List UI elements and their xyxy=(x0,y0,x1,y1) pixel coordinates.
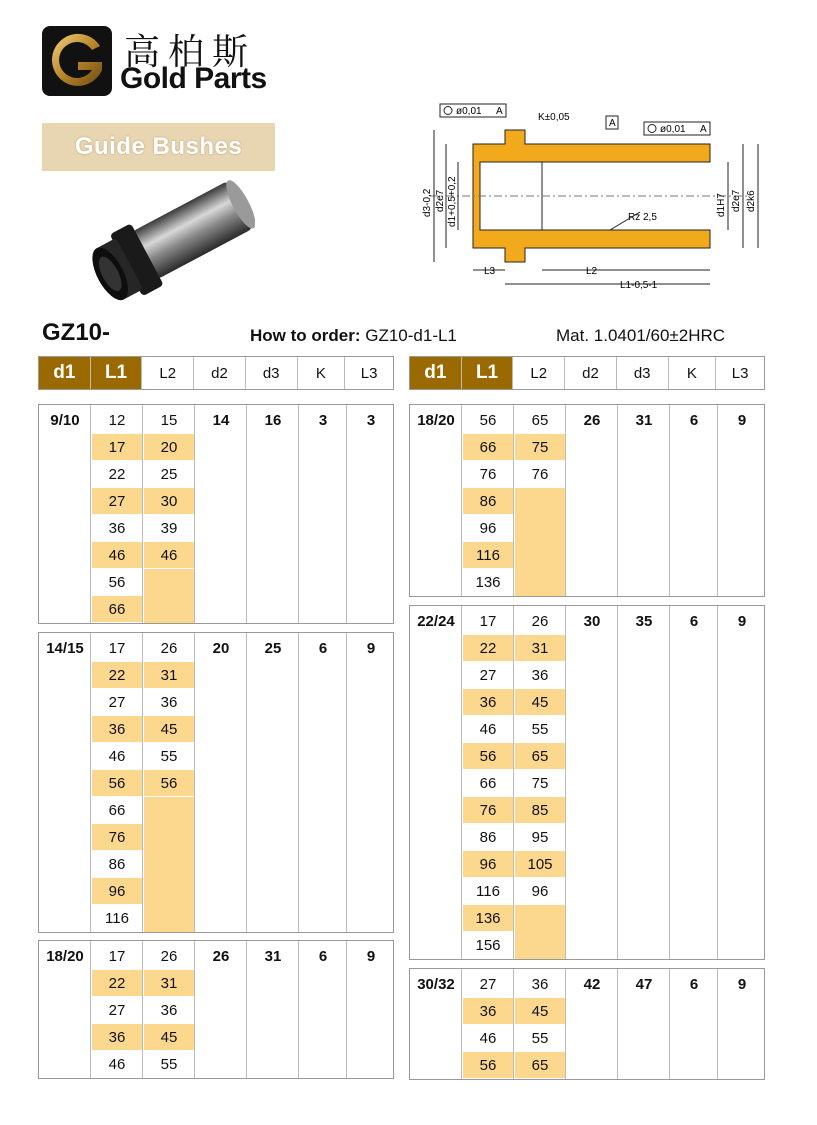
l1-cell: 136 xyxy=(463,905,513,932)
l1-cell: 12 xyxy=(92,407,142,434)
l2-cell: 55 xyxy=(515,716,565,743)
l2-cell: 95 xyxy=(515,824,565,851)
l3-cell: 9 xyxy=(737,412,747,429)
l2-cell: 36 xyxy=(515,971,565,998)
l1-cell: 27 xyxy=(463,971,513,998)
l1-cell: 116 xyxy=(463,542,513,569)
l1-cell: 46 xyxy=(92,1051,142,1078)
how-to-order-label: How to order: xyxy=(250,326,361,345)
d1-cell: 30/32 xyxy=(417,976,455,993)
l1-cell: 86 xyxy=(463,488,513,515)
column-d1 xyxy=(39,405,91,623)
l1-cell: 36 xyxy=(92,1024,142,1051)
l2-cell: 15 xyxy=(144,407,194,434)
size-group-14-15 xyxy=(38,632,394,933)
dim-l3-label: L3 xyxy=(484,266,496,277)
table-header-left xyxy=(38,356,394,390)
how-to-order-value: GZ10-d1-L1 xyxy=(365,326,457,345)
l2-cell: 45 xyxy=(144,1024,194,1051)
tol-frame-1: ø0,01 xyxy=(456,106,482,117)
l2-cell: 36 xyxy=(515,662,565,689)
l2-cell: 76 xyxy=(515,461,565,488)
dim-d2a-label: d2e7 xyxy=(435,189,446,212)
d1-cell: 18/20 xyxy=(417,412,455,429)
gold-parts-logo xyxy=(42,26,112,96)
l1-cell: 27 xyxy=(92,488,142,515)
header-d2: d2 xyxy=(565,357,617,389)
d1-cell: 18/20 xyxy=(46,948,84,965)
size-group-18-20 xyxy=(38,940,394,1079)
l1-cell: 46 xyxy=(463,1025,513,1052)
l1-cell: 36 xyxy=(463,689,513,716)
column-k xyxy=(299,405,347,623)
l1-cell: 66 xyxy=(463,434,513,461)
l1-cell: 46 xyxy=(463,716,513,743)
column-d1 xyxy=(410,606,462,959)
product-code: GZ10- xyxy=(42,319,111,346)
datum-a-label: A xyxy=(609,118,616,129)
tol-datum-1: A xyxy=(496,106,503,117)
column-d3 xyxy=(247,405,299,623)
l2-cell: 45 xyxy=(515,689,565,716)
l2-cell: 20 xyxy=(144,434,194,461)
section-banner xyxy=(42,123,275,171)
header-l2: L2 xyxy=(142,357,194,389)
d3-cell: 31 xyxy=(264,948,282,965)
l2-cell: 56 xyxy=(144,770,194,797)
l1-cell: 86 xyxy=(463,824,513,851)
l2-cell: 46 xyxy=(144,542,194,569)
dim-l2-label: L2 xyxy=(586,266,598,277)
column-l3 xyxy=(718,606,766,959)
table-header-right xyxy=(409,356,765,390)
l1-cell: 27 xyxy=(92,997,142,1024)
l2-cell: 39 xyxy=(144,515,194,542)
d1-cell: 9/10 xyxy=(50,412,80,429)
l2-cell: 65 xyxy=(515,743,565,770)
d3-cell: 16 xyxy=(264,412,282,429)
l2-cell: 31 xyxy=(515,635,565,662)
header-l2: L2 xyxy=(513,357,565,389)
l2-cell: 31 xyxy=(144,662,194,689)
d3-cell: 31 xyxy=(635,412,653,429)
l1-cell: 76 xyxy=(463,461,513,488)
guide-bush-photo xyxy=(90,176,255,306)
l2-cell: 25 xyxy=(144,461,194,488)
column-l3 xyxy=(347,405,395,623)
size-group-18-20 xyxy=(409,404,765,597)
l2-cell: 26 xyxy=(515,608,565,635)
l1-cell: 36 xyxy=(463,998,513,1025)
column-d2 xyxy=(195,405,247,623)
l1-cell: 66 xyxy=(463,770,513,797)
l1-cell: 136 xyxy=(463,569,513,596)
k-cell: 6 xyxy=(689,976,699,993)
k-cell: 3 xyxy=(318,412,328,429)
l2-cell: 96 xyxy=(515,878,565,905)
tol-datum-2: A xyxy=(700,124,707,135)
k-cell: 6 xyxy=(318,640,328,657)
l2-cell: 55 xyxy=(144,743,194,770)
l2-cell: 75 xyxy=(515,434,565,461)
l2-cell: 105 xyxy=(515,851,565,878)
l1-cell: 56 xyxy=(463,1052,513,1079)
l2-cell: 26 xyxy=(144,635,194,662)
k-cell: 6 xyxy=(318,948,328,965)
l2-cell: 45 xyxy=(144,716,194,743)
dim-d1a-label: d1+0,5+0,2 xyxy=(447,176,458,227)
column-d2 xyxy=(566,606,618,959)
header-d3: d3 xyxy=(246,357,298,389)
l1-cell: 36 xyxy=(92,716,142,743)
dim-k-label: K±0,05 xyxy=(538,112,570,123)
d3-cell: 47 xyxy=(635,976,653,993)
l1-cell: 56 xyxy=(92,770,142,797)
l1-cell: 76 xyxy=(463,797,513,824)
l1-cell: 96 xyxy=(92,878,142,905)
header-d2: d2 xyxy=(194,357,246,389)
l2-cell: 85 xyxy=(515,797,565,824)
l2-cell: 65 xyxy=(515,407,565,434)
l1-cell: 17 xyxy=(463,608,513,635)
l1-cell: 66 xyxy=(92,797,142,824)
l3-cell: 9 xyxy=(737,976,747,993)
l1-cell: 76 xyxy=(92,824,142,851)
l1-cell: 96 xyxy=(463,851,513,878)
d2-cell: 26 xyxy=(212,948,230,965)
size-group-22-24 xyxy=(409,605,765,960)
material-spec: Mat. 1.0401/60±2HRC xyxy=(556,326,726,345)
l1-cell: 56 xyxy=(463,743,513,770)
l2-cell: 55 xyxy=(515,1025,565,1052)
d1-cell: 22/24 xyxy=(417,613,455,630)
dim-d1h-label: d1H7 xyxy=(716,193,727,217)
dim-d2b-label: d2e7 xyxy=(731,189,742,212)
l1-cell: 36 xyxy=(92,515,142,542)
d2-cell: 42 xyxy=(583,976,601,993)
column-l3 xyxy=(347,633,395,932)
tol-frame-2: ø0,01 xyxy=(660,124,686,135)
header-k: K xyxy=(669,357,717,389)
header-l3: L3 xyxy=(345,357,393,389)
dim-l1-label: L1-0,5-1 xyxy=(620,280,658,291)
technical-drawing xyxy=(410,92,790,302)
d2-cell: 30 xyxy=(583,613,601,630)
l2-cell: 36 xyxy=(144,997,194,1024)
column-d2 xyxy=(195,633,247,932)
column-k xyxy=(670,606,718,959)
l1-cell: 17 xyxy=(92,635,142,662)
dim-d2k-label: d2k6 xyxy=(746,190,757,212)
size-group-9-10 xyxy=(38,404,394,624)
l1-cell: 17 xyxy=(92,434,142,461)
brand-chinese: 高柏斯 xyxy=(124,32,257,73)
header-l1: L1 xyxy=(462,357,514,389)
d2-cell: 20 xyxy=(212,640,230,657)
roughness-label: Rz 2,5 xyxy=(628,212,657,223)
d1-cell: 14/15 xyxy=(46,640,84,657)
l1-cell: 22 xyxy=(463,635,513,662)
d3-cell: 35 xyxy=(635,613,653,630)
l1-cell: 22 xyxy=(92,970,142,997)
column-d3 xyxy=(618,606,670,959)
d2-cell: 14 xyxy=(212,412,230,429)
l1-cell: 27 xyxy=(463,662,513,689)
l1-cell: 66 xyxy=(92,596,142,623)
how-to-order xyxy=(250,326,457,346)
l2-cell: 55 xyxy=(144,1051,194,1078)
l1-cell: 22 xyxy=(92,461,142,488)
l2-cell: 30 xyxy=(144,488,194,515)
header-d3: d3 xyxy=(617,357,669,389)
l3-cell: 3 xyxy=(366,412,376,429)
l1-cell: 56 xyxy=(463,407,513,434)
size-group-30-32 xyxy=(409,968,765,1080)
header-l1: L1 xyxy=(91,357,143,389)
l1-cell: 86 xyxy=(92,851,142,878)
l1-cell: 96 xyxy=(463,515,513,542)
k-cell: 6 xyxy=(689,613,699,630)
column-d1 xyxy=(39,633,91,932)
dim-d3-label: d3-0,2 xyxy=(422,188,433,217)
header-l3: L3 xyxy=(716,357,764,389)
l1-cell: 156 xyxy=(463,932,513,959)
k-cell: 6 xyxy=(689,412,699,429)
header-d1: d1 xyxy=(39,357,91,389)
l1-cell: 56 xyxy=(92,569,142,596)
header-k: K xyxy=(298,357,346,389)
l1-cell: 116 xyxy=(463,878,513,905)
l1-cell: 116 xyxy=(92,905,142,932)
l1-cell: 46 xyxy=(92,542,142,569)
l2-cell: 31 xyxy=(144,970,194,997)
banner-title: Guide Bushes xyxy=(74,133,243,160)
l1-cell: 27 xyxy=(92,689,142,716)
column-d3 xyxy=(247,633,299,932)
l3-cell: 9 xyxy=(366,640,376,657)
l2-cell: 36 xyxy=(144,689,194,716)
l1-cell: 17 xyxy=(92,943,142,970)
l1-cell: 22 xyxy=(92,662,142,689)
l3-cell: 9 xyxy=(737,613,747,630)
l3-cell: 9 xyxy=(366,948,376,965)
l1-cell: 46 xyxy=(92,743,142,770)
column-k xyxy=(299,633,347,932)
brand-english: Gold Parts xyxy=(120,62,267,95)
l2-cell: 45 xyxy=(515,998,565,1025)
d3-cell: 25 xyxy=(264,640,282,657)
l2-cell: 75 xyxy=(515,770,565,797)
d2-cell: 26 xyxy=(583,412,601,429)
header-d1: d1 xyxy=(410,357,462,389)
l2-cell: 65 xyxy=(515,1052,565,1079)
l2-cell: 26 xyxy=(144,943,194,970)
